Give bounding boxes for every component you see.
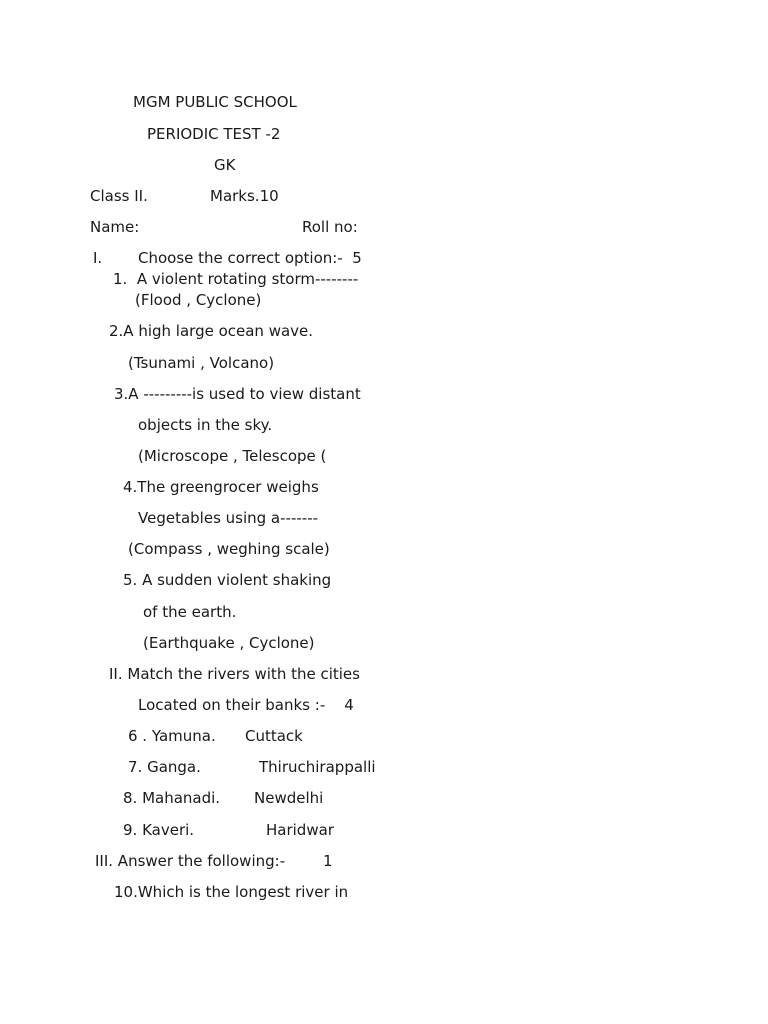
section-1-title: Choose the correct option:- 5 bbox=[138, 249, 362, 267]
section-2-title-continued: Located on their banks :- 4 bbox=[138, 696, 354, 714]
question-3-options: (Microscope , Telescope ( bbox=[138, 447, 327, 465]
match-city: Thiruchirappalli bbox=[259, 758, 376, 776]
marks-label: Marks.10 bbox=[210, 187, 279, 205]
match-city: Haridwar bbox=[266, 821, 334, 839]
roll-label: Roll no: bbox=[302, 218, 358, 236]
class-label: Class II. bbox=[90, 187, 148, 205]
match-river: 7. Ganga. bbox=[128, 758, 201, 776]
section-2-title: II. Match the rivers with the cities bbox=[109, 665, 360, 683]
school-name: MGM PUBLIC SCHOOL bbox=[133, 93, 297, 111]
question-5-continued: of the earth. bbox=[143, 603, 237, 621]
question-1-options: (Flood , Cyclone) bbox=[135, 291, 262, 309]
test-title: PERIODIC TEST -2 bbox=[147, 125, 281, 143]
subject-title: GK bbox=[214, 156, 236, 174]
question-4: 4.The greengrocer weighs bbox=[123, 478, 319, 496]
question-10: 10.Which is the longest river in bbox=[114, 883, 349, 901]
question-4-continued: Vegetables using a------- bbox=[138, 509, 319, 527]
match-city: Newdelhi bbox=[254, 789, 324, 807]
section-1-numeral: I. bbox=[93, 249, 103, 267]
question-1: 1. A violent rotating storm-------- bbox=[113, 270, 359, 288]
question-5: 5. A sudden violent shaking bbox=[123, 571, 332, 589]
match-city: Cuttack bbox=[245, 727, 303, 745]
name-label: Name: bbox=[90, 218, 140, 236]
question-2-options: (Tsunami , Volcano) bbox=[128, 354, 275, 372]
match-river: 6 . Yamuna. bbox=[128, 727, 216, 745]
question-4-options: (Compass , weghing scale) bbox=[128, 540, 330, 558]
match-river: 9. Kaveri. bbox=[123, 821, 195, 839]
section-3-marks: 1 bbox=[323, 852, 333, 870]
question-3: 3.A ---------is used to view distant bbox=[114, 385, 361, 403]
match-river: 8. Mahanadi. bbox=[123, 789, 221, 807]
question-3-continued: objects in the sky. bbox=[138, 416, 273, 434]
question-5-options: (Earthquake , Cyclone) bbox=[143, 634, 315, 652]
section-3-title: III. Answer the following:- bbox=[95, 852, 286, 870]
question-2: 2.A high large ocean wave. bbox=[109, 322, 314, 340]
